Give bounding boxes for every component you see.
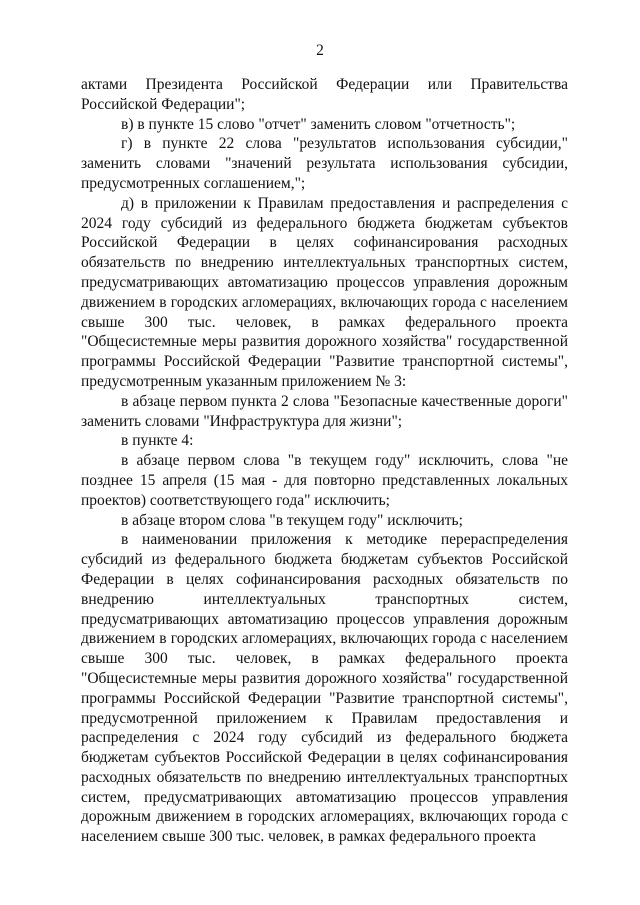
paragraph-point-4-first-clause: в абзаце первом слова "в текущем году" исключить, слова "не позднее 15 апреля (15 мая - для повторно представленных локальных проектов) соответствующего года" исключить; <box>81 452 568 509</box>
paragraph-point-2-amendment: в абзаце первом пункта 2 слова "Безопасные качественные дороги" заменить словами "Инфраструктура для жизни"; <box>81 392 568 430</box>
paragraph-item-d: д) в приложении к Правилам предоставления и распределения с 2024 году субсидий из федерального бюджета бюджетам субъектов Российской Федерации в целях софинансирования расходных обязательств по внедрению интеллектуальных транспортных систем, предусматривающих автоматизацию процессов управления дорожным движением в городских агломерациях, включающих города с населением свыше 300 тыс. человек, в рамках федерального проекта "Общесистемные меры развития дорожного хозяйства" государственной программы Российской Федерации "Развитие транспортной системы", предусмотренным указанным приложением № 3: <box>81 194 568 390</box>
paragraph-item-v: в) в пункте 15 слово "отчет" заменить словом "отчетность"; <box>121 115 516 133</box>
document-body <box>81 75 568 847</box>
paragraph-continuation: актами Президента Российской Федерации или Правительства Российской Федерации"; <box>81 76 568 113</box>
paragraph-point-4-second-clause: в абзаце втором слова "в текущем году" исключить; <box>121 511 463 529</box>
paragraph-point-4-heading: в пункте 4: <box>121 432 194 450</box>
paragraph-item-g: г) в пункте 22 слова "результатов использования субсидии," заменить словами "значений результата использования субсидии, предусмотренных соглашением,"; <box>81 135 568 192</box>
paragraph-annex-title-amendment: в наименовании приложения к методике перераспределения субсидий из федерального бюджета бюджетам субъектов Российской Федерации в целях софинансирования расходных обязательств по внедрению интеллектуальных транспортных систем, предусматривающих автоматизацию процессов управления дорожным движением в городских агломерациях, включающих города с населением свыше 300 тыс. человек, в рамках федерального проекта "Общесистемные меры развития дорожного хозяйства" государственной программы Российской Федерации "Развитие транспортной системы", предусмотренной приложением к Правилам предоставления и распределения с 2024 году субсидий из федерального бюджета бюджетам субъектов Российской Федерации в целях софинансирования расходных обязательств по внедрению интеллектуальных транспортных систем, предусматривающих автоматизацию процессов управления дорожным движением в городских агломерациях, включающих города с населением свыше 300 тыс. человек, в рамках федерального проекта <box>81 531 568 846</box>
page-number: 2 <box>316 42 324 59</box>
